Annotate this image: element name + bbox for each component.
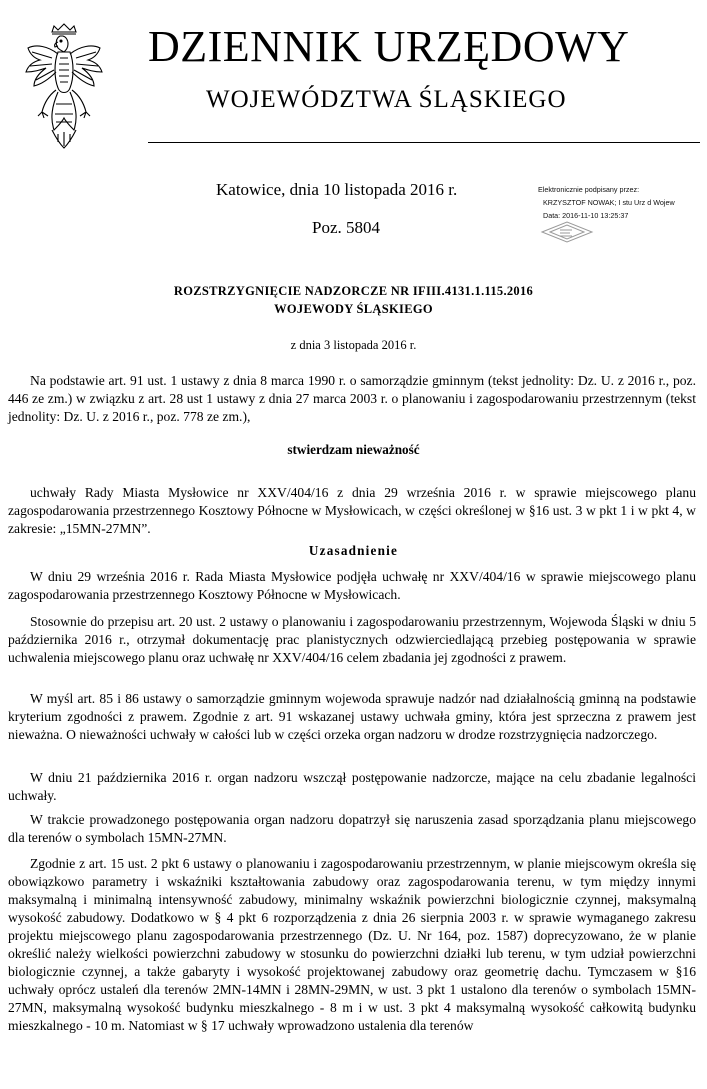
electronic-signature-block [538, 183, 707, 222]
reasons-paragraph: W dniu 21 października 2016 r. organ nadzoru wszczął postępowanie nadzorcze, mające na celu zbadanie legalności uchwały. [8, 770, 696, 803]
publication-place-date: Katowice, dnia 10 listopada 2016 r. [216, 180, 458, 199]
signature-heading: Elektronicznie podpisany przez: [538, 185, 640, 194]
position-number: Poz. 5804 [312, 218, 380, 237]
decision-title: ROZSTRZYGNIĘCIE NADZORCZE NR IFIII.4131.1.115.2016 [173, 284, 534, 298]
legal-basis-paragraph: Na podstawie art. 91 ust. 1 ustawy z dnia 8 marca 1990 r. o samorządzie gminnym (tekst jednolity: Dz. U. z 2016 r., poz. 446 ze zm.) w związku z art. 28 ust 1 ustawy z dnia 27 marca 2003 r. o planowaniu i zagospodarowaniu przestrzennym (tekst jednolity: Dz. U. z 2016 r., poz. 778 ze zm.), [8, 373, 696, 424]
decision-issuer: WOJEWODY ŚLĄSKIEGO [274, 302, 433, 316]
signature-signer: KRZYSZTOF NOWAK; I stu Urz d Wojew [543, 198, 675, 207]
header-divider [148, 142, 700, 143]
reasons-paragraph: W trakcie prowadzonego postępowania organ nadzoru dopatrzył się naruszenia zasad sporządzania planu miejscowego dla terenów o symbolach 15MN-27MN. [8, 812, 696, 845]
reasons-paragraph: Zgodnie z art. 15 ust. 2 pkt 6 ustawy o planowaniu i zagospodarowaniu przestrzennym, w planie miejscowym określa się obowiązkowo parametry i wskaźniki kształtowania zabudowy oraz zagospodarowania terenu, w tym między innymi maksymalną i minimalną intensywność zabudowy, minimalny wskaźnik powierzchni biologicznie czynnej, maksymalną wysokość zabudowy. Dodatkowo w § 4 pkt 6 rozporządzenia z dnia 26 sierpnia 2003 r. w sprawie wymaganego zakresu projektu miejscowego planu zagospodarowania przestrzennego (Dz. U. Nr 164, poz. 1587) doprecyzowano, że w planie określić należy wielkości powierzchni zabudowy w stosunku do powierzchni działki lub terenu, w tym udział powierzchni biologicznie czynnej, a także gabaryty i wysokość projektowanej zabudowy oraz geometrię dachu. Tymczasem w §16 uchwały oprócz ustaleń dla terenów 2MN-14MN i 28MN-29MN, w ust. 3 pkt 1 ustalono dla terenów o symbolach 15MN-27MN, maksymalną wysokość budynku mieszkalnego - 8 m i w ust. 3 pkt 4 maksymalną wysokość całkowitą budynku mieszkalnego - 10 m. Natomiast w § 17 uchwały wprowadzono ustalenia dla terenów [8, 856, 696, 1033]
decision-date: z dnia 3 listopada 2016 r. [290, 338, 417, 352]
reasons-paragraph: W dniu 29 września 2016 r. Rada Miasta Mysłowice podjęła uchwałę nr XXV/404/16 w sprawie miejscowego planu zagospodarowania przestrzennego Kosztowy Północne w Mysłowicach. [8, 569, 696, 602]
reasons-paragraph: Stosownie do przepisu art. 20 ust. 2 ustawy o planowaniu i zagospodarowaniu przestrzennym, Wojewoda Śląski w dniu 5 października 2016 r., otrzymał dokumentację prac planistycznych odzwierciedlającą przebieg postępowania w sprawie uchwalenia miejscowego planu oraz uchwałę nr XXV/404/16 celem zbadania jej zgodności z prawem. [8, 614, 696, 665]
polish-eagle-emblem-icon [22, 22, 106, 150]
reasons-paragraph: W myśl art. 85 i 86 ustawy o samorządzie gminnym wojewoda sprawuje nadzór nad działalnością gminną na podstawie kryterium zgodności z prawem. Zgodnie z art. 91 wskazanej ustawy uchwała gminy, która jest sprzeczna z prawem jest nieważna. O nieważności uchwały w całości lub w części orzeka organ nadzoru w drodze rozstrzygnięcia nadzorczego. [8, 691, 696, 742]
decision-statement: stwierdzam nieważność [287, 442, 420, 457]
signature-date: Data: 2016-11-10 13:25:37 [543, 211, 629, 220]
journal-title: DZIENNIK URZĘDOWY [148, 22, 630, 71]
journal-subtitle: WOJEWÓDZTWA ŚLĄSKIEGO [206, 86, 567, 113]
reasons-heading: Uzasadnienie [308, 543, 399, 558]
e-signature-logo-icon [540, 220, 594, 244]
subject-paragraph: uchwały Rady Miasta Mysłowice nr XXV/404/16 z dnia 29 września 2016 r. w sprawie miejscowego planu zagospodarowania przestrzennego Kosztowy Północne w Mysłowicach, w części określonej w §16 ust. 3 w pkt 1 i w pkt 4, w zakresie: „15MN-27MN”. [8, 485, 696, 536]
